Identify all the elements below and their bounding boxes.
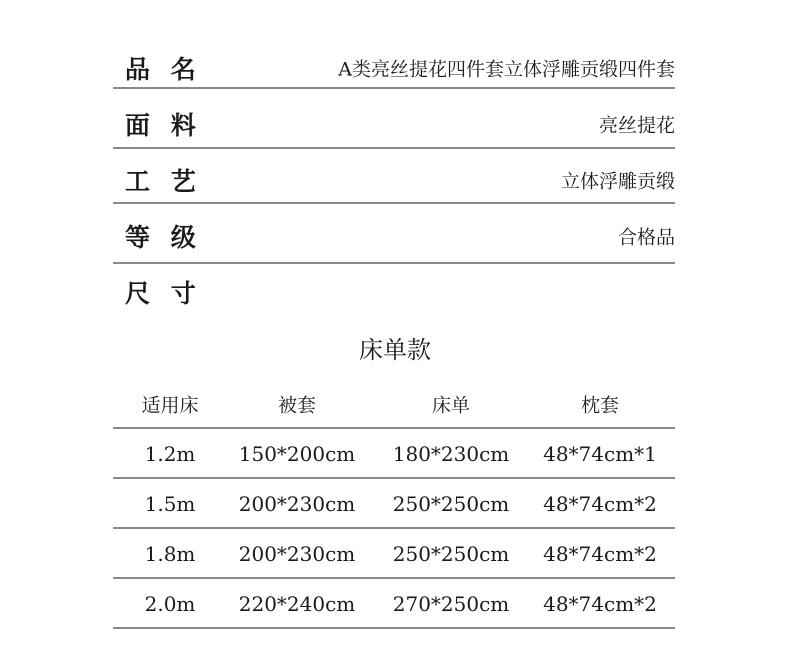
header-cell: 床单 [431,394,471,417]
divider [113,627,675,629]
table-cell: 48*74cm*2 [543,592,657,616]
spec-label: 尺 寸 [125,279,202,308]
table-cell: 200*230cm [238,542,356,566]
spec-label: 面 料 [125,111,202,140]
table-cell: 2.0m [144,592,196,616]
header-cell: 枕套 [580,394,620,417]
table-row [113,580,675,628]
spec-value: 合格品 [617,226,675,249]
divider [113,527,675,529]
table-row [113,480,675,528]
table-cell: 250*250cm [392,542,510,566]
spec-value: 立体浮雕贡缎 [560,170,675,193]
table-cell: 200*230cm [238,492,356,516]
divider [113,427,675,429]
table-cell: 150*200cm [238,442,356,466]
table-row [113,530,675,578]
spec-row-size [113,264,675,320]
divider [113,202,675,204]
table-cell: 48*74cm*1 [543,442,657,466]
spec-label: 品 名 [125,55,202,84]
table-cell: 1.5m [144,492,196,516]
spec-label: 工 艺 [125,167,202,196]
table-cell: 180*230cm [392,442,510,466]
spec-row-grade [113,208,675,264]
table-row [113,430,675,478]
divider [113,87,675,89]
spec-label: 等 级 [125,223,202,252]
table-cell: 250*250cm [392,492,510,516]
spec-row-fabric [113,96,675,152]
header-cell: 适用床 [141,394,199,417]
divider [113,477,675,479]
divider [113,577,675,579]
table-cell: 1.8m [144,542,196,566]
divider [113,147,675,149]
table-header-row [113,380,675,428]
spec-value: A类亮丝提花四件套立体浮雕贡缎四件套 [338,58,675,81]
table-title: 床单款 [359,336,431,364]
table-cell: 1.2m [144,442,196,466]
table-cell: 48*74cm*2 [543,542,657,566]
table-cell: 270*250cm [392,592,510,616]
header-cell: 被套 [277,394,317,417]
spec-row-craft [113,152,675,208]
spec-value: 亮丝提花 [598,114,675,137]
table-cell: 220*240cm [238,592,356,616]
table-cell: 48*74cm*2 [543,492,657,516]
